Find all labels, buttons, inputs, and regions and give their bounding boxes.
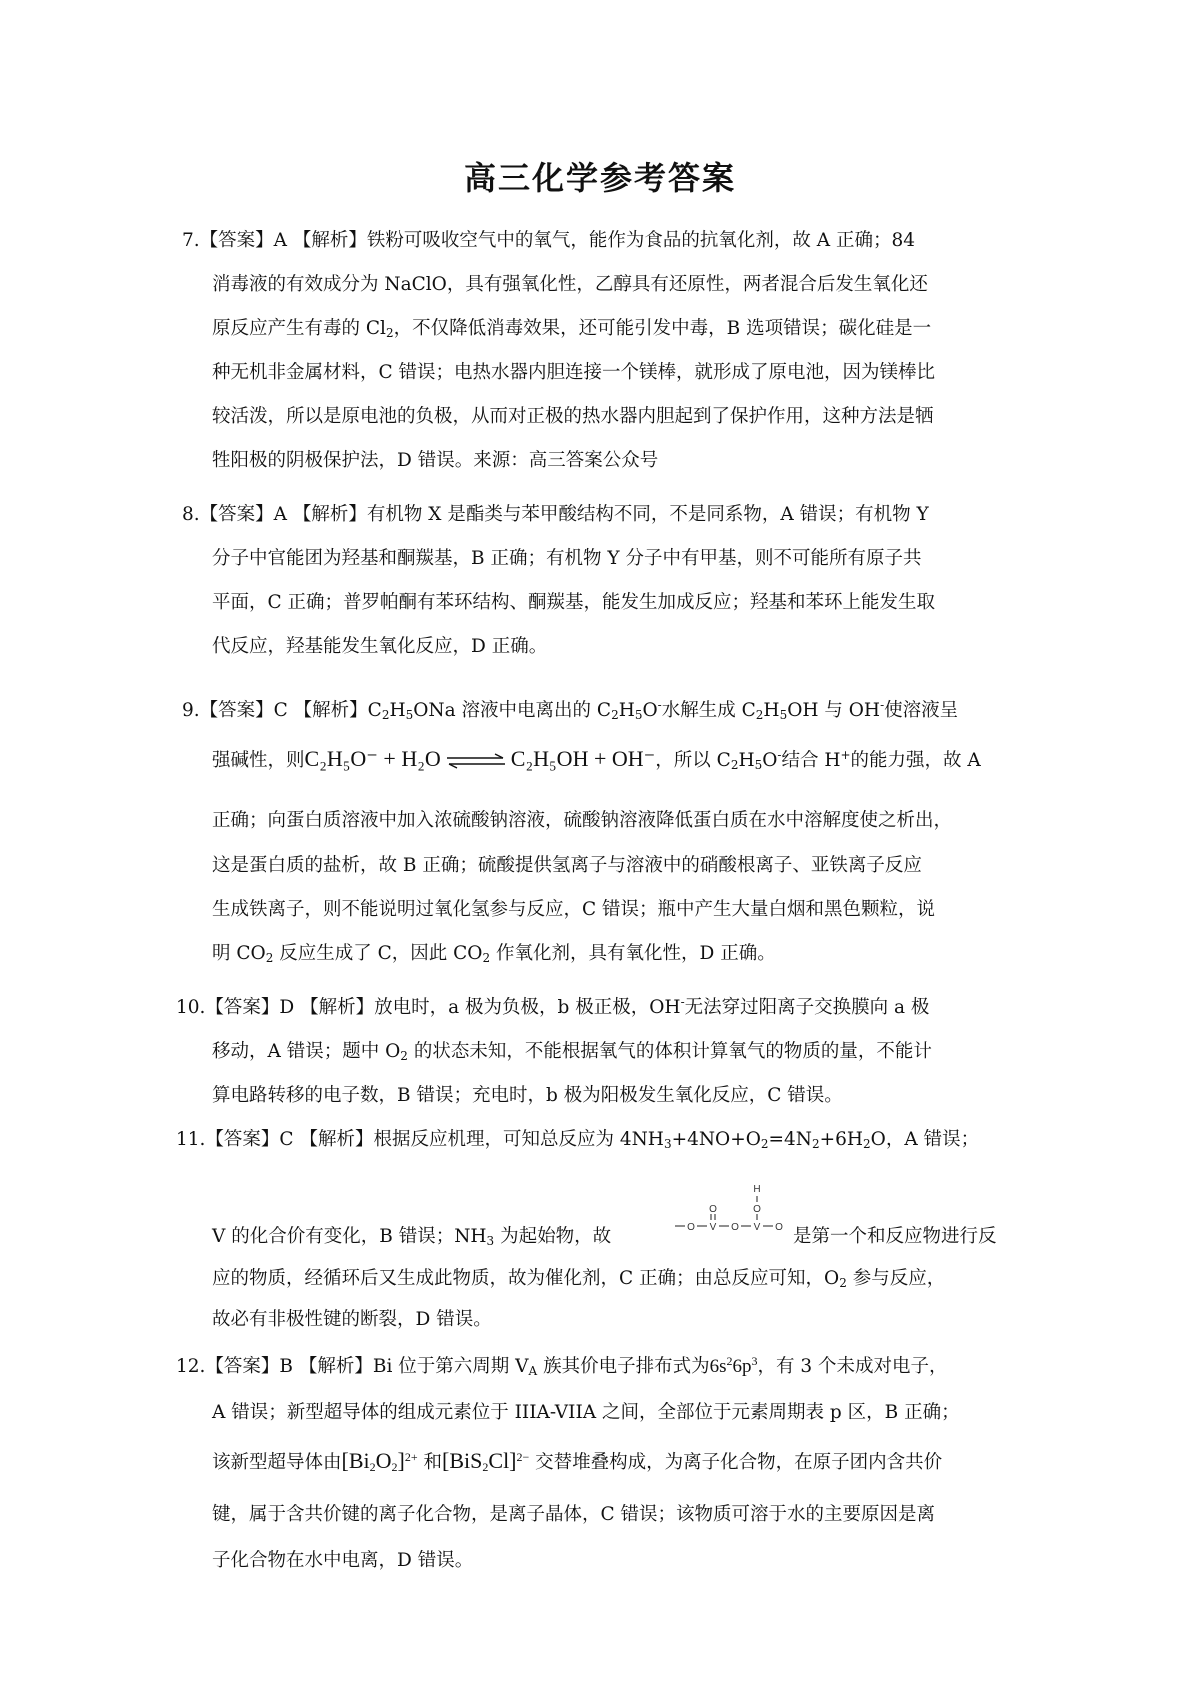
answer-10-line-1: 10.【答案】D 【解析】放电时，a 极为负极，b 极正极，OH-无法穿过阳离子交换膜向 a 极 [176, 995, 930, 1018]
structure-h: H [753, 1184, 761, 1195]
answer-7-line-1: 7.【答案】A 【解析】铁粉可吸收空气中的氧气，能作为食品的抗氧化剂，故 A 正确；84 [182, 230, 916, 251]
answer-9-line-6: 明 $CO_2$ 反应生成了 C，因此 $CO_2$ 作氧化剂，具有氧化性，D 正确。 [212, 943, 776, 965]
structure-o2: O [731, 1222, 739, 1233]
equation-left: C₂H₅O⁻ + H₂O [304, 746, 441, 771]
answer-8-line-1: 8.【答案】A 【解析】有机物 X 是酯类与苯甲酸结构不同，不是同系物，A 错误；有机物 Y [182, 504, 929, 525]
structure-v1: V [709, 1222, 717, 1233]
structure-o-top2: O [753, 1204, 761, 1215]
answer-7-line-3: 原反应产生有毒的 $Cl_2$，不仅降低消毒效果，还可能引发中毒，B 选项错误；碳化硅是一 [212, 318, 932, 340]
structure-o1: O [687, 1222, 695, 1233]
answer-11-line-2: V 的化合价有变化，B 错误；$NH_3$ 为起始物，故 [212, 1226, 612, 1248]
answer-11-line-2-tail: 是第一个和反应物进行反 [793, 1226, 997, 1247]
answer-12-line-3: 该新型超导体由$[Bi_2O_2]^{2+}$ 和$[BiS_2Cl]^{2-}$ 交替堆叠构成，为离子化合物，在原子团内含共价 [212, 1448, 943, 1474]
answer-10-line-2: 移动，A 错误；题中 $O_2$ 的状态未知，不能根据氧气的体积计算氧气的物质的量，不能计 [212, 1041, 932, 1063]
equilibrium-arrow-icon [445, 753, 507, 769]
answer-11-line-3: 应的物质，经循环后又生成此物质，故为催化剂，C 正确；由总反应可知，$O_2$ 参与反应， [212, 1268, 946, 1290]
structure-v2: V [753, 1222, 761, 1233]
answer-10-line-3: 算电路转移的电子数，B 错误；充电时，b 极为阳极发生氧化反应，C 错误。 [212, 1085, 843, 1106]
structure-o3: O [775, 1222, 783, 1233]
answer-9-line-4: 这是蛋白质的盐析，故 B 正确；硫酸提供氢离子与溶液中的硝酸根离子、亚铁离子反应 [212, 855, 922, 876]
answer-12-line-2: A 错误；新型超导体的组成元素位于 IIIA-VIIA 之间，全部位于元素周期表 p 区，B 正确； [212, 1402, 960, 1423]
answer-8-line-4: 代反应，羟基能发生氧化反应，D 正确。 [212, 636, 548, 657]
answer-7-line-4: 种无机非金属材料，C 错误；电热水器内胆连接一个镁棒，就形成了原电池，因为镁棒比 [212, 362, 936, 383]
answer-7-line-6: 牲阳极的阴极保护法，D 错误。来源：高三答案公众号 [212, 450, 659, 471]
answer-9-line-5: 生成铁离子，则不能说明过氧化氢参与反应，C 错误；瓶中产生大量白烟和黑色颗粒，说 [212, 899, 936, 920]
answer-8-line-3: 平面，C 正确；普罗帕酮有苯环结构、酮羰基，能发生加成反应；羟基和苯环上能发生取 [212, 592, 936, 613]
vanadium-structure-diagram [675, 1176, 783, 1238]
answer-9-line-3: 正确；向蛋白质溶液中加入浓硫酸钠溶液，硫酸钠溶液降低蛋白质在水中溶解度使之析出， [212, 810, 953, 831]
answer-9-line-1: 9.【答案】C 【解析】$C_2H_5ONa$ 溶液中电离出的 $C_2H_5O^-$水解生成 $C_2H_5OH$ 与 OH-使溶液呈 [182, 698, 959, 722]
answer-8-line-2: 分子中官能团为羟基和酮羰基，B 正确；有机物 Y 分子中有甲基，则不可能所有原子共 [212, 548, 922, 569]
page-title: 高三化学参考答案 [463, 159, 736, 197]
answer-11-line-1: 11.【答案】C 【解析】根据反应机理，可知总反应为 $4NH_3+4NO+O_2=4N_2+6H_2O$，A 错误； [176, 1129, 980, 1151]
answer-12-line-4: 键，属于含共价键的离子化合物，是离子晶体，C 错误；该物质可溶于水的主要原因是离 [212, 1504, 936, 1525]
answer-12-line-5: 子化合物在水中电离，D 错误。 [212, 1550, 474, 1571]
answer-7-line-5: 较活泼，所以是原电池的负极，从而对正极的热水器内胆起到了保护作用，这种方法是牺 [212, 406, 934, 427]
answer-12-line-1: 12.【答案】B 【解析】Bi 位于第六周期 $V_A$ 族其价电子排布式为$6s^26p^3$，有 3 个未成对电子， [176, 1354, 948, 1378]
answer-11-line-4: 故必有非极性键的断裂，D 错误。 [212, 1309, 492, 1330]
structure-o-top1: O [709, 1204, 717, 1215]
equation-right: C₂H₅OH + OH⁻ [510, 746, 656, 771]
answer-9-line-2: 强碱性，则C₂H₅O⁻ + H₂O C₂H₅OH + OH⁻，所以 $C_2H_5O^-$结合 H+的能力强，故 A [212, 746, 981, 772]
answer-7-line-2: 消毒液的有效成分为 NaClO，具有强氧化性，乙醇具有还原性，两者混合后发生氧化还 [212, 274, 928, 295]
